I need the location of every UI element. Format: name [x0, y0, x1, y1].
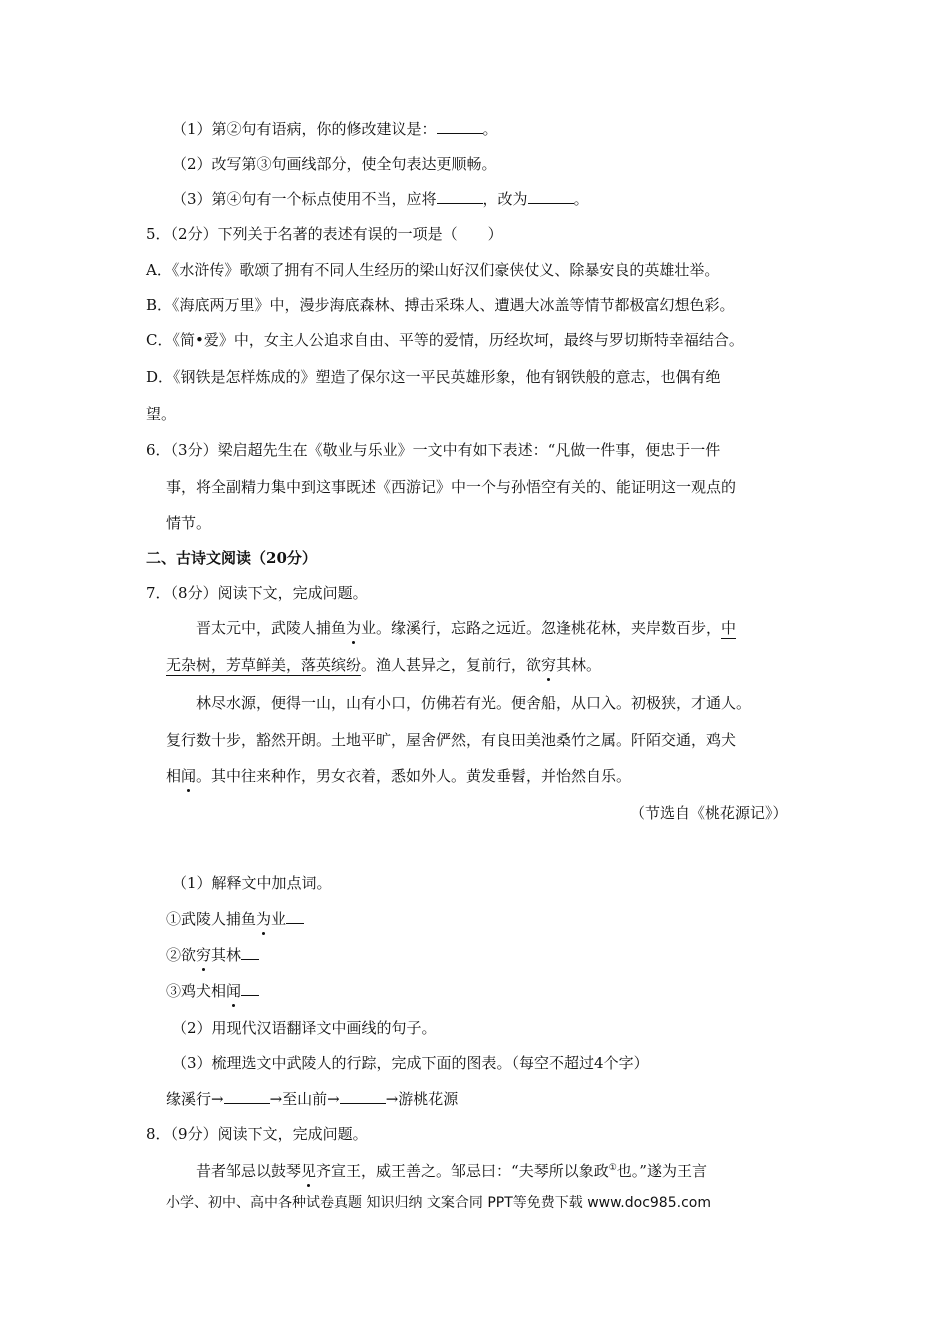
q5-stem: 5．（2分）下列关于名著的表述有误的一项是（ ） — [146, 225, 503, 243]
q7-flow: 缘溪行→ →至山前→ →游桃花源 — [166, 1090, 459, 1108]
q5-option-b: B．《海底两万里》中，漫步海底森林、搏击采珠人、遭遇大冰盖等情节都极富幻想色彩。 — [146, 296, 735, 314]
page-footer: 小学、初中、高中各种试卷真题 知识归纳 文案合同 PPT等免费下载 www.doc985.com — [166, 1195, 711, 1211]
answer-blank[interactable] — [528, 189, 574, 204]
q5-option-c: C．《简•爱》中，女主人公追求自由、平等的爱情，历经坎坷，最终与罗切斯特幸福结合。 — [146, 331, 744, 349]
passage-line: 相闻。其中往来种作，男女衣着，悉如外人。黄发垂髫，并怡然自乐。 — [166, 767, 632, 785]
q6-line: 事，将全副精力集中到这事既述《西游记》中一个与孙悟空有关的、能证明这一观点的 — [166, 478, 737, 496]
answer-blank[interactable] — [224, 1089, 270, 1104]
q7-word-3: ③鸡犬相闻 — [166, 981, 259, 1001]
passage-line: 昔者邹忌以鼓琴见齐宣王，威王善之。邹忌曰：“夫琴所以象政①也。”遂为王言 — [196, 1162, 707, 1180]
q7-word-1: ①武陵人捕鱼为业 — [166, 909, 304, 929]
section-title: 二、古诗文阅读（20分） — [146, 549, 317, 567]
q7-sub2: （2）用现代汉语翻译文中画线的句子。 — [172, 1019, 437, 1037]
q5-option-a: A．《水浒传》歌颂了拥有不同人生经历的梁山好汉们豪侠仗义、除暴安良的英雄壮举。 — [146, 261, 720, 279]
passage-line: 林尽水源，便得一山，山有小口，仿佛若有光。便舍船，从口入。初极狭，才通人。 — [196, 694, 752, 712]
q4-sub1: （1）第②句有语病，你的修改建议是： 。 — [172, 120, 498, 138]
answer-blank[interactable] — [241, 981, 259, 996]
q7-sub1: （1）解释文中加点词。 — [172, 874, 332, 892]
q4-sub2: （2）改写第③句画线部分，使全句表达更顺畅。 — [172, 155, 497, 173]
q5-option-d: D．《钢铁是怎样炼成的》塑造了保尔这一平民英雄形象，他有钢铁般的意志，也偶有绝 — [146, 368, 721, 386]
q7-stem: 7．（8分）阅读下文，完成问题。 — [146, 584, 368, 602]
answer-blank[interactable] — [241, 945, 259, 960]
passage-source: （节选自《桃花源记》） — [630, 804, 788, 822]
q5-option-d-cont: 望。 — [146, 405, 177, 423]
q7-sub3: （3）梳理选文中武陵人的行踪，完成下面的图表。（每空不超过4个字） — [172, 1054, 649, 1072]
passage-line: 晋太元中，武陵人捕鱼为业。缘溪行，忘路之远近。忽逢桃花林，夹岸数百步，中 — [196, 619, 737, 637]
q7-word-2: ②欲穷其林 — [166, 945, 259, 965]
q8-stem: 8．（9分）阅读下文，完成问题。 — [146, 1125, 368, 1143]
q6-line: 情节。 — [166, 514, 212, 532]
passage-line: 复行数十步，豁然开朗。土地平旷，屋舍俨然，有良田美池桑竹之属。阡陌交通，鸡犬 — [166, 731, 737, 749]
q6-line: 6．（3分）梁启超先生在《敬业与乐业》一文中有如下表述：“凡做一件事，便忠于一件 — [146, 441, 721, 459]
passage-line: 无杂树，芳草鲜美，落英缤纷。渔人甚异之，复前行，欲穷其林。 — [166, 656, 602, 674]
answer-blank[interactable] — [340, 1089, 386, 1104]
q4-sub3: （3）第④句有一个标点使用不当，应将 ，改为 。 — [172, 190, 589, 208]
answer-blank[interactable] — [286, 909, 304, 924]
answer-blank[interactable] — [437, 119, 483, 134]
answer-blank[interactable] — [437, 189, 483, 204]
